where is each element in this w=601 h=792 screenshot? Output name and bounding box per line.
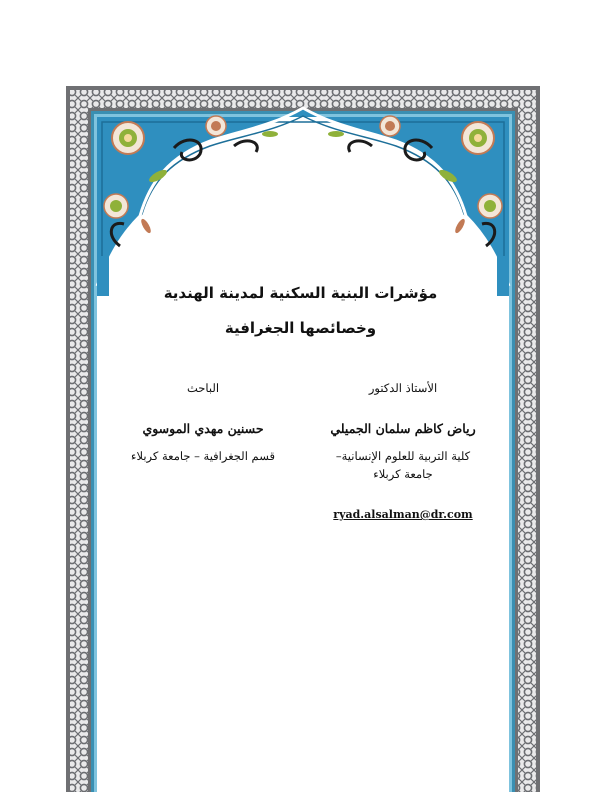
- researcher-role: الباحث: [186, 381, 220, 395]
- professor-name: رياض كاظم سلمان الجميلي: [330, 421, 476, 436]
- title-line-2: وخصائصها الجغرافية: [224, 319, 377, 337]
- professor-role: الأستاذ الدكتور: [368, 381, 438, 395]
- title-line-1: مؤشرات البنية السكنية لمدينة الهندية: [163, 284, 438, 302]
- professor-block: [318, 380, 488, 483]
- researcher-block: [118, 380, 288, 465]
- professor-affiliation-line-1: كلية التربية للعلوم الإنسانية–: [335, 449, 471, 463]
- professor-email-link[interactable]: ryad.alsalman@dr.com: [333, 508, 473, 521]
- researcher-name: حسنين مهدي الموسوي: [142, 421, 264, 436]
- researcher-affiliation: قسم الجغرافية – جامعة كربلاء: [131, 449, 275, 463]
- professor-affiliation-line-2: جامعة كربلاء: [373, 467, 433, 481]
